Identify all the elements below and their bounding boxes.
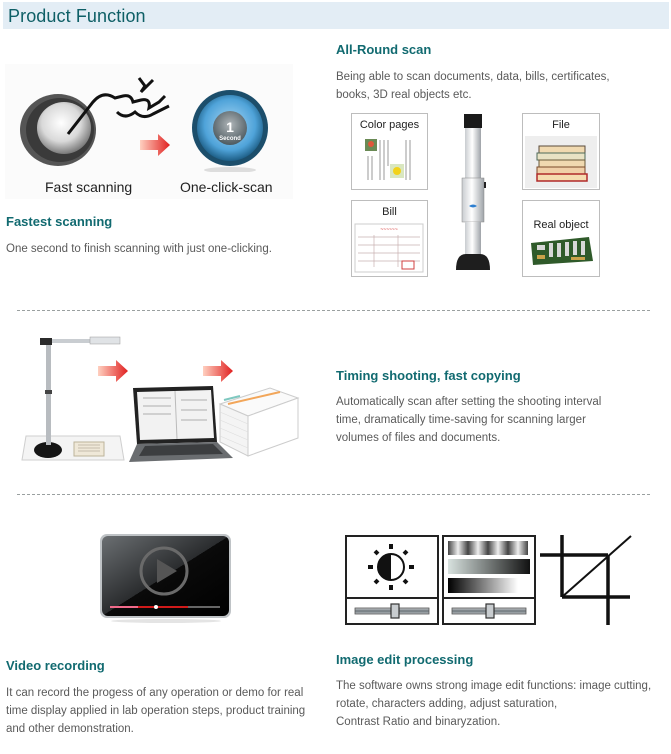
brightness-contrast-icon xyxy=(345,535,439,625)
circuit-board-icon xyxy=(527,235,595,267)
saturation-levels-icon xyxy=(442,535,536,625)
fast-scanning-label: Fast scanning xyxy=(45,179,133,195)
finger-press-button-icon xyxy=(13,72,173,172)
one-click-scan-label: One-click-scan xyxy=(180,179,273,195)
arrow-right-icon xyxy=(98,360,128,382)
book-stack-icon xyxy=(525,136,597,188)
desk-document-camera-icon xyxy=(20,330,130,465)
video-recording-description: It can record the progess of any operation or demo for real time display applied in lab operation steps, product training and other demonstration. xyxy=(6,687,306,735)
thumbnail-color-pages: Color pages xyxy=(351,113,428,190)
section-divider xyxy=(17,494,650,495)
section-header xyxy=(3,2,669,29)
timing-shooting-title: Timing shooting, fast copying xyxy=(336,368,521,383)
crop-icon xyxy=(540,535,632,625)
image-edit-description: The software owns strong image edit functions: image cutting, rotate, characters adding, adjust saturation, Contrast Ratio and binaryzation. xyxy=(336,680,652,728)
video-player-icon xyxy=(99,533,233,623)
svg-text:~~~~~~: ~~~~~~ xyxy=(380,227,398,233)
thumbnail-file: File xyxy=(522,113,600,190)
svg-text:Second: Second xyxy=(219,136,241,142)
all-round-scan-title: All-Round scan xyxy=(336,42,432,57)
thumbnail-bill: Bill ~~~~~~ xyxy=(351,200,428,277)
fastest-scanning-description: One second to finish scanning with just one-clicking. xyxy=(6,243,272,255)
page-title: Product Function xyxy=(8,6,146,26)
fastest-scanning-title: Fastest scanning xyxy=(6,214,113,229)
color-pages-icon xyxy=(362,136,418,184)
arrow-right-icon xyxy=(203,360,233,382)
timing-shooting-description: Automatically scan after setting the shooting interval time, dramatically time-saving for scanning larger volumes of files and documents. xyxy=(336,396,602,444)
image-edit-title: Image edit processing xyxy=(336,652,474,667)
timing-shooting-illustration xyxy=(20,330,310,465)
arrow-right-icon xyxy=(140,134,170,156)
video-recording-title: Video recording xyxy=(6,658,105,673)
svg-text:1: 1 xyxy=(226,119,234,135)
one-second-timer-icon xyxy=(190,88,270,172)
all-round-scan-description: Being able to scan documents, data, bills, certificates, books, 3D real objects etc. xyxy=(336,71,610,101)
bill-document-icon xyxy=(354,223,424,273)
paper-stack-icon xyxy=(210,382,310,462)
thumbnail-real-object: Real object xyxy=(522,200,600,277)
section-divider xyxy=(17,310,650,311)
document-camera-tower-icon xyxy=(450,112,500,277)
fastest-scanning-illustration xyxy=(5,64,293,199)
